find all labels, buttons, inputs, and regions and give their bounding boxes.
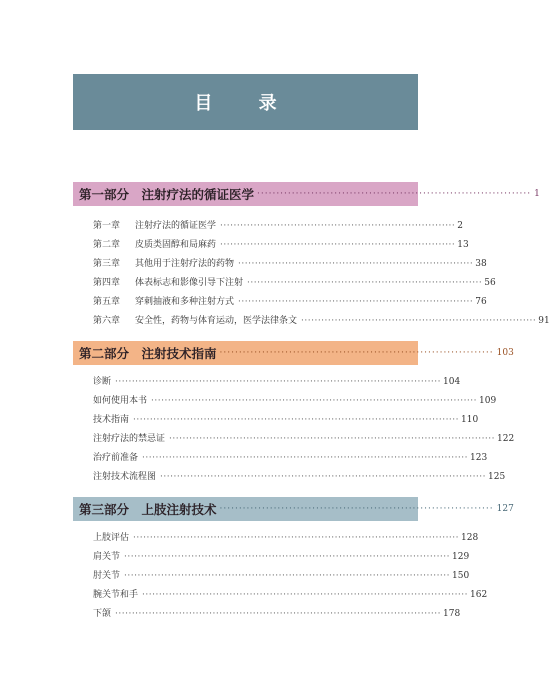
toc-title: 目 录 [73, 74, 418, 130]
toc-entry[interactable] [93, 412, 479, 431]
dot-leader: ································································································· [133, 533, 460, 543]
page-number: 129 [452, 552, 470, 562]
toc-entry[interactable] [93, 549, 470, 568]
chapter-number: 第四章 [93, 278, 121, 288]
dot-leader: ································································································· [115, 609, 442, 619]
dot-leader: ································································································· [151, 396, 478, 406]
part-title: 第一部分 注射疗法的循证医学 [79, 187, 255, 202]
section-title: 上肢评估 [93, 533, 130, 543]
toc-entry[interactable] [93, 237, 469, 256]
part-3-section-list [93, 530, 488, 625]
chapter-title: 穿刺抽液和多种注射方式 [135, 297, 235, 307]
dot-leader: ································································································· [142, 453, 469, 463]
page-number: 13 [457, 240, 469, 250]
chapter-number: 第六章 [93, 316, 121, 326]
page-number: 109 [479, 396, 497, 406]
page-number: 91 [538, 316, 550, 326]
dot-leader: ······································································ [238, 297, 474, 307]
dot-leader: ································································································· [124, 552, 451, 562]
part-1-chapter-list [93, 218, 550, 332]
part-1-header[interactable] [73, 182, 540, 206]
section-title: 治疗前准备 [93, 453, 139, 463]
dot-leader: ································································································· [124, 571, 451, 581]
page-number: 128 [461, 533, 479, 543]
dot-leader: ································································································· [133, 415, 460, 425]
chapter-title: 其他用于注射疗法的药物 [135, 259, 235, 269]
section-title: 肘关节 [93, 571, 121, 581]
part-2-section-list [93, 374, 515, 488]
chapter-title: 皮质类固醇和局麻药 [135, 240, 217, 250]
toc-entry[interactable] [93, 393, 497, 412]
toc-entry[interactable] [93, 256, 487, 275]
page-number: 150 [452, 571, 470, 581]
section-title: 如何使用本书 [93, 396, 148, 406]
dot-leader: ······································································ [238, 259, 474, 269]
dot-leader: ······································································· [257, 189, 532, 199]
chapter-number: 第三章 [93, 259, 121, 269]
section-title: 注射疗法的禁忌证 [93, 434, 166, 444]
dot-leader: ································································································· [169, 434, 496, 444]
part-2-header[interactable] [73, 341, 514, 365]
page-number: 76 [475, 297, 487, 307]
page-number: 162 [470, 590, 488, 600]
toc-entry[interactable] [93, 431, 515, 450]
part-page: 127 [496, 504, 514, 514]
toc-entry[interactable] [93, 294, 487, 313]
dot-leader: ······································································· [219, 348, 494, 358]
page-number: 122 [497, 434, 515, 444]
page-number: 38 [475, 259, 487, 269]
part-page: 1 [534, 189, 540, 199]
part-3-header[interactable] [73, 497, 514, 521]
page-number: 123 [470, 453, 488, 463]
toc-entry[interactable] [93, 587, 488, 606]
page-number: 110 [461, 415, 479, 425]
toc-entry[interactable] [93, 374, 461, 393]
toc-entry[interactable] [93, 606, 461, 625]
chapter-title: 注射疗法的循证医学 [135, 221, 217, 231]
page-number: 178 [443, 609, 461, 619]
chapter-title: 安全性，药物与体育运动，医学法律条文 [135, 316, 298, 326]
page-number: 56 [484, 278, 496, 288]
dot-leader: ······································································ [301, 316, 537, 326]
dot-leader: ································································································· [115, 377, 442, 387]
chapter-number: 第二章 [93, 240, 121, 250]
section-title: 诊断 [93, 377, 112, 387]
section-title: 注射技术流程图 [93, 472, 157, 482]
dot-leader: ······································································ [220, 240, 456, 250]
toc-entry[interactable] [93, 275, 496, 294]
page-number: 2 [457, 221, 464, 231]
dot-leader: ······································································ [220, 221, 456, 231]
page-number: 104 [443, 377, 461, 387]
chapter-number: 第一章 [93, 221, 121, 231]
section-title: 技术指南 [93, 415, 130, 425]
dot-leader: ······································································· [219, 504, 494, 514]
dot-leader: ································································································· [142, 590, 469, 600]
dot-leader: ······································································ [247, 278, 483, 288]
toc-entry[interactable] [93, 313, 550, 332]
part-page: 103 [496, 348, 514, 358]
part-title: 第三部分 上肢注射技术 [79, 502, 217, 517]
chapter-number: 第五章 [93, 297, 121, 307]
section-title: 肩关节 [93, 552, 121, 562]
toc-entry[interactable] [93, 530, 479, 549]
toc-entry[interactable] [93, 450, 488, 469]
dot-leader: ································································································· [160, 472, 487, 482]
toc-entry[interactable] [93, 469, 506, 488]
part-title: 第二部分 注射技术指南 [79, 346, 217, 361]
page-number: 125 [488, 472, 506, 482]
section-title: 腕关节和手 [93, 590, 139, 600]
chapter-title: 体表标志和影像引导下注射 [135, 278, 244, 288]
toc-entry[interactable] [93, 218, 464, 237]
section-title: 下颌 [93, 609, 112, 619]
toc-entry[interactable] [93, 568, 470, 587]
